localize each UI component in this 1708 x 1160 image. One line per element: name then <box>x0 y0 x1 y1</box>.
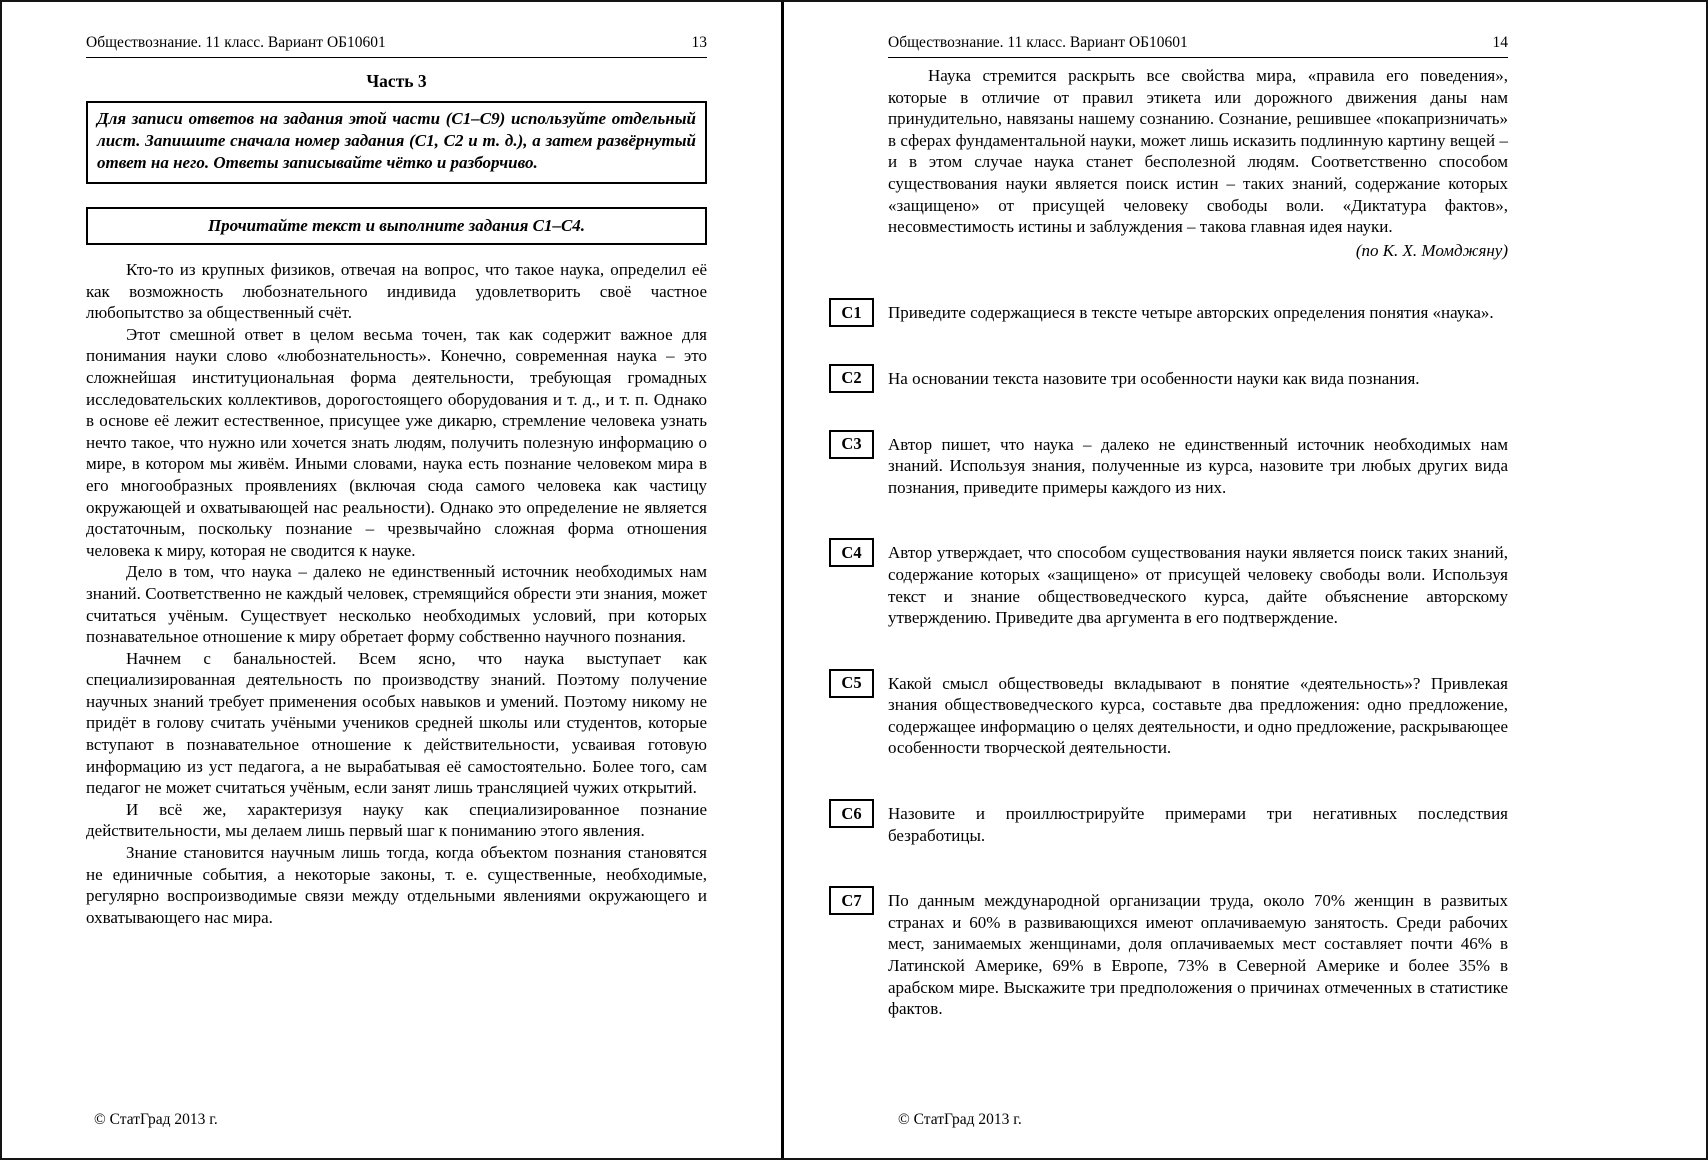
text-paragraph: Знание становится научным лишь тогда, когда объектом познания становятся не единичные события, а некоторые законы, т. е. существенные, необходимые, регулярно воспроизводимые связи между отдельными явлениями окружающего и охватывающего нас мира. <box>86 843 707 927</box>
reading-text <box>86 259 707 928</box>
task-c6 <box>841 803 1508 846</box>
page-footer: © СтатГрад 2013 г. <box>898 1111 1022 1128</box>
text-paragraph: Кто-то из крупных физиков, отвечая на вопрос, что такое наука, определил её как возможность любознательного индивида удовлетворить своё частное любопытство за общественный счёт. <box>86 260 707 323</box>
task-c3 <box>841 434 1508 499</box>
page-header-right <box>888 27 1508 58</box>
task-c7 <box>841 890 1508 1020</box>
page-footer: © СтатГрад 2013 г. <box>94 1111 218 1128</box>
task-text: На основании текста назовите три особенности науки как вида познания. <box>888 368 1420 388</box>
read-text-instruction-box: Прочитайте текст и выполните задания С1–С4. <box>86 207 707 245</box>
task-label-box: С7 <box>829 886 874 915</box>
task-c5 <box>841 673 1508 759</box>
task-label-box: С5 <box>829 669 874 698</box>
page-14 <box>784 2 1706 1158</box>
page-header-left <box>86 27 707 58</box>
page-number: 14 <box>1492 34 1508 51</box>
task-text: Приведите содержащиеся в тексте четыре авторских определения понятия «наука». <box>888 303 1494 323</box>
header-title: Обществознание. 11 класс. Вариант ОБ10601 <box>86 34 386 51</box>
task-label-box: С6 <box>829 799 874 828</box>
text-paragraph: Этот смешной ответ в целом весьма точен, так как содержит важное для понимания науки слово «любознательность». Конечно, современная наука – это сложнейшая институциональная форма деятельности, требующая громадных исследовательских коллективов, дорогостоящего оборудования и т. д., и т. п. Однако в основе её лежит естественное, присущее уже дикарю, стремление человека узнать нечто такое, что нужно или хочется знать людям, получить полезную информацию о мире, в котором мы живём. Иными словами, наука есть познание человеком мира в его многообразных проявлениях (включая сюда самого человека как частицу окружающей и охватывающей нас реальности). Однако это определение не является достаточным, поскольку познание – чрезвычайно сложная форма отношения человека к миру, которая не сводится к науке. <box>86 324 707 560</box>
tasks-list <box>841 302 1508 1019</box>
task-text: Какой смысл обществоведы вкладывают в понятие «деятельность»? Привлекая знания обществоведческого курса, составьте два предложения: одно предложение, содержащее информацию о целях деятельности, и одно предложение, раскрывающее особенности творческой деятельности. <box>888 673 1508 758</box>
task-label-box: С2 <box>829 364 874 393</box>
task-text: Назовите и проиллюстрируйте примерами три негативных последствия безработицы. <box>888 804 1508 845</box>
text-paragraph: И всё же, характеризуя науку как специализированное познание действительности, мы делаем лишь первый шаг к пониманию этого явления. <box>86 799 707 841</box>
text-paragraph: Наука стремится раскрыть все свойства мира, «правила его поведения», которые в отличие от правил этикета или дорожного движения даны нам принудительно, навязаны нашему сознанию. Сознание, решившее «покапризничать» в сферах фундаментальной науки, может лишь исказить подлинную картину вещей – и в этом случае наука станет бесполезной людям. Соответственно способом существования науки является поиск истин – таких знаний, содержание которых «защищено» от присущей человеку свободы воли. «Диктатура фактов», несовместимость истины и заблуждения – такова главная идея науки. <box>888 66 1508 237</box>
task-text: По данным международной организации труда, около 70% женщин в развитых странах и 60% в развивающихся имеют оплачиваемую занятость. Среди рабочих мест, занимаемых женщинами, доля оплачиваемых мест составляет почти 46% в Латинской Америке, 69% в Европе, 73% в Северной Америке и более 35% в арабском мире. Выскажите три предположения о причинах отмеченных в статистике фактов. <box>888 891 1508 1019</box>
task-text: Автор пишет, что наука – далеко не единственный источник необходимых нам знаний. Используя знания, полученные из курса, назовите три любых других вида познания, приведите примеры каждого из них. <box>888 434 1508 497</box>
reading-text-continued <box>888 65 1508 261</box>
part-title: Часть 3 <box>366 71 427 91</box>
text-paragraph: Начнем с банальностей. Всем ясно, что наука выступает как специализированная деятельность по производству знаний. Поэтому получение научных знаний требует применения особых навыков и умений. Поэтому никому не придёт в голову считать учёными учеников средней школы или студентов, которые вступают в познавательное отношение к действительности, усваивая готовую информацию из уст педагога, а не вырабатывая её самостоятельно. Более того, сам педагог не может считаться учёным, если занят лишь трансляцией чужих открытий. <box>86 648 707 798</box>
task-label-box: С3 <box>829 430 874 459</box>
header-title: Обществознание. 11 класс. Вариант ОБ10601 <box>888 34 1188 51</box>
task-label-box: С4 <box>829 538 874 567</box>
task-text: Автор утверждает, что способом существования науки является поиск таких знаний, содержание которых «защищено» от присущей человеку свободы воли. Используя текст и знание обществоведческого курса, дайте объяснение авторскому утверждению. Приведите два аргумента в его подтверждение. <box>888 543 1508 628</box>
task-c1 <box>841 302 1508 324</box>
task-c4 <box>841 542 1508 628</box>
task-label-box: С1 <box>829 298 874 327</box>
answer-instructions-box: Для записи ответов на задания этой части (С1–С9) используйте отдельный лист. Запишите сначала номер задания (С1, С2 и т. д.), а затем развёрнутый ответ на него. Ответы записывайте чётко и разборчиво. <box>86 101 707 184</box>
author-attribution: (по К. Х. Момджяну) <box>1355 240 1508 260</box>
page-13 <box>2 2 781 1158</box>
text-paragraph: Дело в том, что наука – далеко не единственный источник необходимых нам знаний. Соответственно не каждый человек, стремящийся обрести эти знания, может считаться учёным. Существует несколько необходимых условий, при которых познавательное отношение к миру обретает форму собственно научного познания. <box>86 562 707 647</box>
page-number: 13 <box>691 34 707 51</box>
task-c2 <box>841 368 1508 390</box>
